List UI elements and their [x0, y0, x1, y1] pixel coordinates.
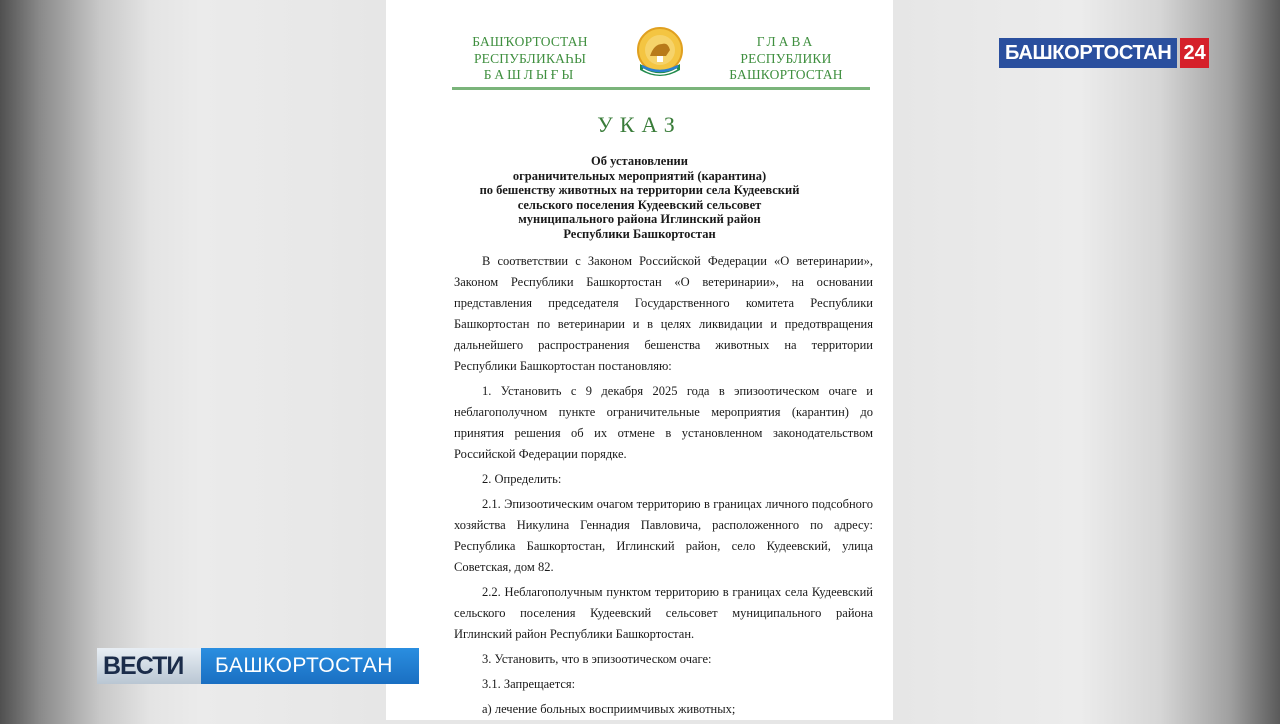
clause-2-2: 2.2. Неблагополучным пунктом территорию в границах села Кудеевский сельского поселения Кудеевский сельсовет муниципального района Иглинский район Республики Башкортостан.: [454, 585, 873, 641]
program-logo-vesti: [97, 648, 419, 684]
header-right-line: ГЛАВА: [756, 34, 816, 49]
header-divider: [452, 87, 870, 90]
header-left-line: БАШҠОРТОСТАН: [472, 34, 588, 49]
header-right-line: РЕСПУБЛИКИ: [740, 50, 832, 66]
channel-logo-bashkortostan-24: [999, 38, 1209, 68]
preamble-paragraph: В соответствии с Законом Российской Федерации «О ветеринарии», Законом Республики Башкортостан «О ветеринарии», на основании представления председателя Государственного комитета Республики Башкортостан по ветеринарии и в целях ликвидации и предотвращения дальнейшего распространения бешенства животных на территории Республики Башкортостан постановляю:: [454, 254, 873, 373]
subject-line: Об установлении: [591, 154, 688, 168]
decree-subject: [426, 154, 853, 241]
coat-of-arms-icon: [634, 26, 686, 82]
clause-2-1: 2.1. Эпизоотическим очагом территорию в границах личного подсобного хозяйства Никулина Геннадия Павловича, расположенного по адресу: Республика Башкортостан, Иглинский район, село Кудеевский, улица Советская, дом 82.: [454, 497, 873, 574]
program-logo-region-text: БАШКОРТОСТАН: [201, 648, 419, 684]
clause-3: 3. Установить, что в эпизоотическом очаге:: [482, 652, 712, 666]
channel-logo-number: 24: [1180, 38, 1208, 68]
clause-3-1-a: а) лечение больных восприимчивых животных;: [482, 702, 736, 716]
clause-3-1: 3.1. Запрещается:: [482, 677, 576, 691]
channel-logo-name: БАШКОРТОСТАН: [999, 38, 1177, 68]
document-title: УКАЗ: [597, 112, 682, 137]
header-russian-title: [706, 34, 866, 84]
header-left-line: БАШЛЫҒЫ: [483, 67, 577, 82]
program-logo-vesti-text: ВЕСТИ: [97, 648, 201, 684]
clause-2: 2. Определить:: [482, 472, 562, 486]
decree-document-page: [386, 0, 893, 720]
subject-line: по бешенству животных на территории села Кудеевский: [479, 183, 800, 197]
subject-line: сельского поселения Кудеевский сельсовет: [517, 197, 762, 212]
header-bashkir-title: [450, 34, 610, 84]
header-right-line: БАШКОРТОСТАН: [729, 67, 843, 82]
subject-line: ограничительных мероприятий (карантина): [512, 168, 767, 183]
clause-1: 1. Установить с 9 декабря 2025 года в эпизоотическом очаге и неблагополучном пункте ограничительные мероприятия (карантин) до принятия решения об их отмене в установленном законодательством Российской Федерации порядке.: [454, 384, 873, 461]
subject-line: муниципального района Иглинский район: [518, 212, 761, 226]
header-left-line: РЕСПУБЛИКАҺЫ: [473, 50, 587, 66]
decree-body: [454, 251, 873, 724]
subject-line: Республики Башкортостан: [563, 226, 716, 241]
